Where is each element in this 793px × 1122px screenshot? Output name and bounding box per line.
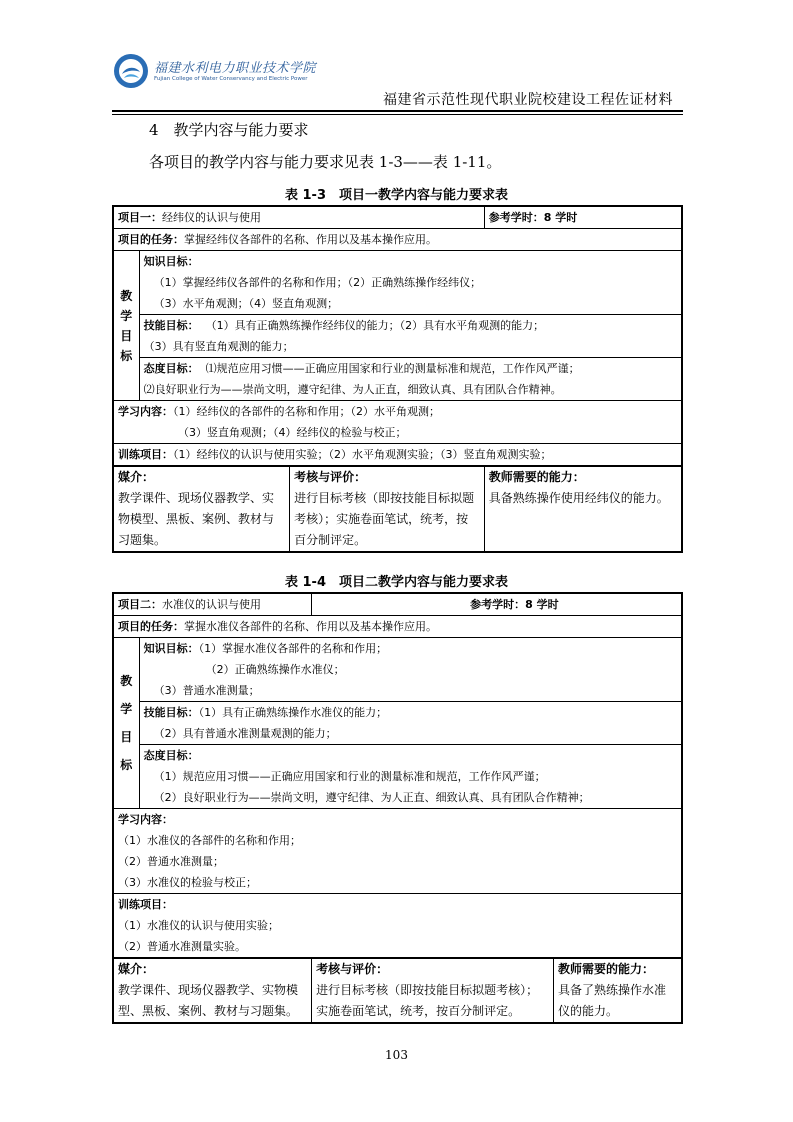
page-number: 103 [385, 1048, 408, 1062]
teacher-ability-cell [554, 958, 683, 1023]
side-char: 标 [120, 348, 133, 363]
training-cell [113, 894, 682, 959]
table-row [113, 206, 682, 229]
table-row [113, 745, 682, 809]
training-label: 训练项目： [118, 898, 173, 911]
task-label: 项目的任务： [118, 233, 184, 246]
table2-caption: 表 1-4 项目二教学内容与能力要求表 [284, 575, 508, 590]
attitude-line: ⑵良好职业行为——崇尚文明，遵守纪律、为人正直，细致认真、具有团队合作精神。 [143, 383, 562, 396]
table-row [113, 958, 682, 1023]
assessment-label: 考核与评价： [294, 470, 367, 484]
media-label: 媒介： [118, 470, 155, 484]
learning-label: 学习内容： [118, 405, 173, 418]
side-char: 教 [120, 674, 133, 688]
table-row [113, 638, 682, 702]
knowledge-objectives-cell [139, 251, 682, 315]
logo-text-en: Fujian College of Water Conservancy and Electric Power [154, 76, 308, 82]
knowledge-label: 知识目标： [143, 255, 199, 268]
side-char: 目 [120, 328, 133, 343]
media-cell [113, 958, 312, 1023]
teaching-objectives-label [113, 251, 139, 401]
side-char: 目 [120, 730, 133, 744]
teaching-objectives-label [113, 638, 139, 809]
project-name: 经纬仪的认识与使用 [162, 211, 261, 224]
assessment-text: 进行目标考核（即按技能目标拟题考核）；实施卷面笔试，统考，按百分制评定。 [294, 491, 475, 547]
media-text: 教学课件、现场仪器教学、实物模型、黑板、案例、教材与习题集。 [118, 983, 299, 1018]
assessment-cell [290, 466, 485, 552]
attitude-label: 态度目标： [143, 362, 199, 375]
attitude-line: （2）良好职业行为——崇尚文明，遵守纪律、为人正直、细致认真、具有团队合作精神； [153, 791, 590, 804]
teacher-ability-cell [484, 466, 682, 552]
project-name: 水准仪的认识与使用 [162, 598, 261, 611]
table-row [113, 616, 682, 638]
project-label: 项目二： [118, 598, 162, 611]
task-text: 掌握水准仪各部件的名称、作用以及基本操作应用。 [184, 620, 437, 633]
learning-line: （3）竖直角观测；（4）经纬仪的检验与校正； [178, 426, 407, 439]
college-emblem-icon [112, 52, 150, 90]
hours-label: 参考学时： [470, 598, 526, 611]
section-heading: 4 教学内容与能力要求 [149, 121, 309, 139]
skill-line: （2）具有普通水准测量观测的能力； [153, 727, 337, 740]
learning-line: （3）水准仪的检验与校正； [118, 876, 257, 889]
side-char: 教 [120, 288, 133, 303]
knowledge-label: 知识目标： [143, 642, 199, 655]
skill-label: 技能目标： [143, 706, 199, 719]
training-line: （1）水准仪的认识与使用实验； [118, 919, 279, 932]
side-char: 学 [120, 702, 133, 716]
attitude-objectives-cell [139, 358, 682, 401]
knowledge-objectives-cell [139, 638, 682, 702]
section-intro: 各项目的教学内容与能力要求见表 1-3——表 1-11。 [149, 153, 502, 171]
project-title-cell [113, 206, 484, 229]
table2 [112, 592, 683, 1024]
learning-line: （1）水准仪的各部件的名称和作用； [118, 834, 301, 847]
teacher-ability-text: 具备了熟练操作水准仪的能力。 [558, 983, 667, 1018]
hours-cell [312, 593, 682, 616]
assessment-cell [312, 958, 554, 1023]
training-line: （2）普通水准测量实验。 [118, 940, 246, 953]
skill-line: （1）具有正确熟练操作水准仪的能力； [198, 706, 388, 719]
side-char: 标 [120, 758, 133, 772]
table-row [113, 894, 682, 959]
project-label: 项目一： [118, 211, 162, 224]
knowledge-line: （2）正确熟练操作水准仪； [205, 663, 345, 676]
table-row [113, 593, 682, 616]
table-row [113, 358, 682, 401]
hours-cell [484, 206, 682, 229]
attitude-objectives-cell [139, 745, 682, 809]
media-label: 媒介： [118, 962, 155, 976]
training-text: （1）经纬仪的认识与使用实验；（2）水平角观测实验；（3）竖直角观测实验； [173, 448, 552, 461]
table-row [113, 229, 682, 251]
skill-objectives-cell [139, 315, 682, 358]
table-row [113, 315, 682, 358]
learning-line: （1）经纬仪的各部件的名称和作用；（2）水平角观测； [173, 405, 440, 418]
task-label: 项目的任务： [118, 620, 184, 633]
table1 [112, 205, 683, 553]
task-cell [113, 229, 682, 251]
table-row [113, 251, 682, 315]
training-label: 训练项目： [118, 448, 173, 461]
attitude-label: 态度目标： [143, 749, 199, 762]
header-divider [112, 110, 683, 112]
learning-content-cell [113, 809, 682, 894]
college-logo [112, 48, 317, 96]
table-row [113, 702, 682, 745]
logo-text-cn: 福建水利电力职业技术学院 [154, 61, 317, 76]
task-text: 掌握经纬仪各部件的名称、作用以及基本操作应用。 [184, 233, 437, 246]
header-divider-thin [112, 114, 683, 115]
skill-objectives-cell [139, 702, 682, 745]
assessment-text: 进行目标考核（即按技能目标拟题考核）；实施卷面笔试，统考，按百分制评定。 [316, 983, 539, 1018]
attitude-line: （1）规范应用习惯——正确应用国家和行业的测量标准和规范，工作作风严谨； [153, 770, 546, 783]
learning-content-cell [113, 401, 682, 444]
assessment-label: 考核与评价： [316, 962, 389, 976]
header-title: 福建省示范性现代职业院校建设工程佐证材料 [383, 92, 673, 108]
teacher-ability-text: 具备熟练操作使用经纬仪的能力。 [488, 491, 669, 505]
skill-line: （1）具有正确熟练操作经纬仪的能力；（2）具有水平角观测的能力； [205, 319, 545, 332]
table-row [113, 401, 682, 444]
teacher-ability-label: 教师需要的能力： [488, 470, 585, 484]
side-char: 学 [120, 308, 133, 323]
attitude-line: ⑴规范应用习惯——正确应用国家和行业的测量标准和规范，工作作风严谨； [205, 362, 580, 375]
skill-label: 技能目标： [143, 319, 199, 332]
hours-value: 8 学时 [525, 598, 559, 611]
project-title-cell [113, 593, 312, 616]
training-cell [113, 444, 682, 467]
media-cell [113, 466, 290, 552]
learning-label: 学习内容： [118, 813, 173, 826]
knowledge-line: （1）掌握水准仪各部件的名称和作用； [198, 642, 388, 655]
knowledge-line: （3）普通水准测量； [153, 684, 260, 697]
table-row [113, 809, 682, 894]
knowledge-line: （1）掌握经纬仪各部件的名称和作用；（2）正确熟练操作经纬仪； [153, 276, 482, 289]
hours-value: 8 学时 [543, 211, 578, 224]
table-row [113, 444, 682, 467]
hours-label: 参考学时： [488, 211, 544, 224]
task-cell [113, 616, 682, 638]
skill-line: （3）具有竖直角观测的能力； [143, 340, 294, 353]
media-text: 教学课件、现场仪器教学、实物模型、黑板、案例、教材与习题集。 [118, 491, 275, 547]
teacher-ability-label: 教师需要的能力： [558, 962, 655, 976]
knowledge-line: （3）水平角观测；（4）竖直角观测； [153, 297, 339, 310]
table1-caption: 表 1-3 项目一教学内容与能力要求表 [284, 188, 508, 203]
table-row [113, 466, 682, 552]
learning-line: （2）普通水准测量； [118, 855, 224, 868]
